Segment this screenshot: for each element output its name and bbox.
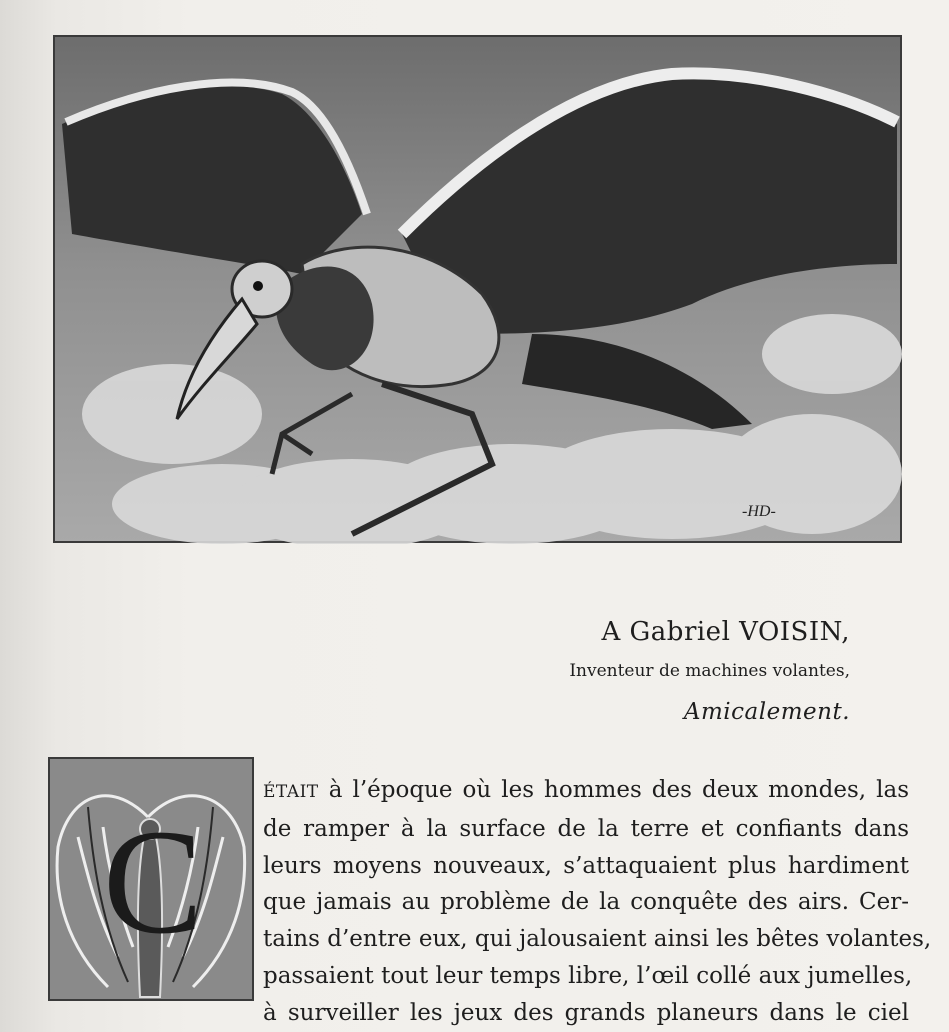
stork-eye-shape	[253, 281, 263, 291]
dedication-role: Inventeur de machines volantes,	[569, 661, 850, 681]
body-line: leurs moyens nouveaux, s’attaquaient plus hardiment	[263, 852, 909, 879]
body-line: passaient tout leur temps libre, l’œil collé aux jumelles,	[263, 962, 913, 989]
drop-cap-ornament	[48, 757, 254, 1001]
dedication-signoff: Amicalement.	[683, 699, 850, 725]
body-line: à surveiller les jeux des grands planeurs dans le ciel	[263, 999, 909, 1026]
body-line: de ramper à la surface de la terre et confiants dans	[263, 815, 909, 842]
body-paragraph	[263, 772, 932, 1032]
dedication-recipient: A Gabriel VOISIN,	[601, 617, 850, 647]
dedication-block	[420, 615, 850, 727]
artist-monogram: -HD-	[742, 503, 776, 520]
lead-smallcaps: ÉTAIT	[263, 782, 319, 802]
stork-illustration	[52, 34, 903, 544]
body-line: tains d’entre eux, qui jalousaient ainsi les bêtes volantes,	[263, 926, 932, 953]
body-line: que jamais au problème de la conquête des airs. Cer-	[263, 889, 909, 916]
drop-cap-letter: C	[103, 799, 204, 965]
body-line: ÉTAIT à l’époque où les hommes des deux mondes, las	[263, 777, 909, 803]
